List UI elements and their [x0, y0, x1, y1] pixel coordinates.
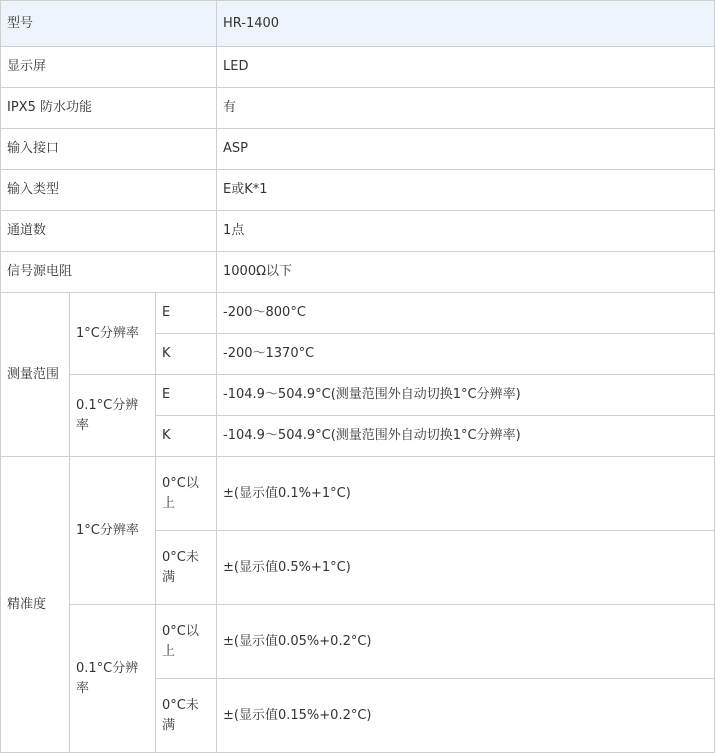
thermocouple-type: K: [156, 416, 217, 457]
spec-value: ASP: [217, 129, 715, 170]
temperature-condition: 0°C未满: [156, 531, 217, 605]
spec-value: LED: [217, 47, 715, 88]
measurement-range-label: 测量范围: [1, 293, 70, 457]
range-value: -104.9～504.9°C(测量范围外自动切换1°C分辨率): [217, 416, 715, 457]
table-row: [1, 129, 715, 170]
spec-label: 显示屏: [1, 47, 217, 88]
table-row: [1, 457, 715, 531]
table-row: [1, 88, 715, 129]
range-value: -104.9～504.9°C(测量范围外自动切换1°C分辨率): [217, 375, 715, 416]
spec-value: 1000Ω以下: [217, 252, 715, 293]
spec-value: 1点: [217, 211, 715, 252]
thermocouple-type: E: [156, 375, 217, 416]
table-row: [1, 293, 715, 334]
resolution-label: 0.1°C分辨率: [70, 375, 156, 457]
accuracy-value: ±(显示值0.1%+1°C): [217, 457, 715, 531]
spec-label: 输入接口: [1, 129, 217, 170]
range-value: -200～1370°C: [217, 334, 715, 375]
table-row: [1, 170, 715, 211]
table-row: [1, 252, 715, 293]
table-row: [1, 605, 715, 679]
spec-value: HR-1400: [217, 1, 715, 47]
spec-label: 型号: [1, 1, 217, 47]
thermocouple-type: E: [156, 293, 217, 334]
range-value: -200～800°C: [217, 293, 715, 334]
resolution-label: 0.1°C分辨率: [70, 605, 156, 753]
temperature-condition: 0°C以上: [156, 605, 217, 679]
accuracy-value: ±(显示值0.15%+0.2°C): [217, 679, 715, 753]
spec-label: 通道数: [1, 211, 217, 252]
spec-label: 输入类型: [1, 170, 217, 211]
spec-value: E或K*1: [217, 170, 715, 211]
thermocouple-type: K: [156, 334, 217, 375]
temperature-condition: 0°C未满: [156, 679, 217, 753]
accuracy-value: ±(显示值0.05%+0.2°C): [217, 605, 715, 679]
table-row: [1, 211, 715, 252]
table-row: [1, 47, 715, 88]
spec-value: 有: [217, 88, 715, 129]
table-row: [1, 375, 715, 416]
spec-label: IPX5 防水功能: [1, 88, 217, 129]
temperature-condition: 0°C以上: [156, 457, 217, 531]
table-row: [1, 1, 715, 47]
resolution-label: 1°C分辨率: [70, 457, 156, 605]
resolution-label: 1°C分辨率: [70, 293, 156, 375]
accuracy-label: 精准度: [1, 457, 70, 753]
spec-label: 信号源电阻: [1, 252, 217, 293]
accuracy-value: ±(显示值0.5%+1°C): [217, 531, 715, 605]
